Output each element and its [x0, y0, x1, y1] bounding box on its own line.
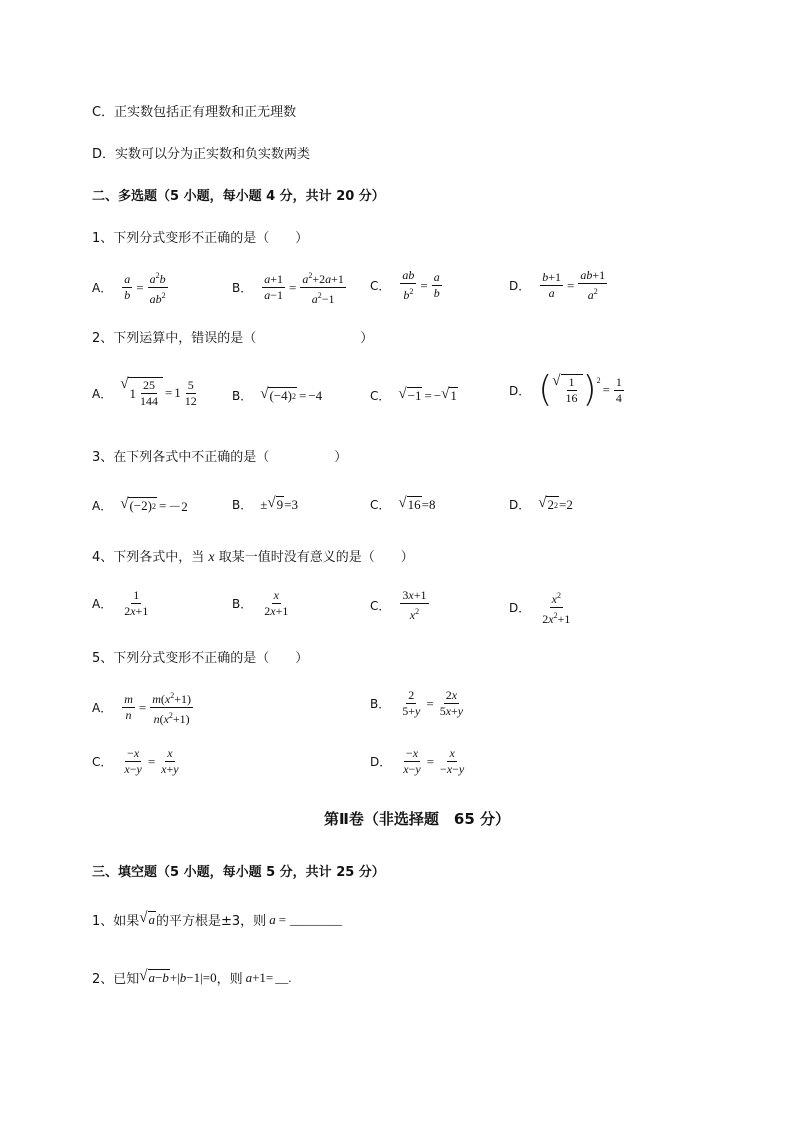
q2-option-a: A． √ 1 $\frac{25}{144}$ = 1 $\frac{5}{12}$: [92, 376, 197, 408]
question-2: 2、下列运算中，错误的是（ ）: [92, 331, 374, 346]
question-3: 3、在下列各式中不正确的是（ ）: [92, 450, 348, 465]
q5-option-d: D． $\frac{-x}{x-y}$ = $\frac{x}{-x-y}$: [370, 746, 465, 776]
q2-option-b: B． √ (−4) 2 = −4: [232, 386, 323, 403]
option-d-statement: D．实数可以分为正实数和负实数两类: [92, 147, 311, 162]
part-2-title: 第Ⅱ卷（非选择题 65 分）: [324, 810, 510, 828]
q1-option-a: A． $\frac{a}{b}$ = $\frac{a^2b}{ab^2}$: [92, 268, 170, 307]
section-fill-blank-heading: 三、填空题（5 小题，每小题 5 分，共计 25 分）: [92, 865, 385, 880]
fill-question-2: 2、已知 √ a − b +| b −1|=0 ，则 a +1= __ .: [92, 968, 292, 987]
fill-question-1: 1、如果 √ a 的平方根是±3，则 a = ________: [92, 910, 343, 929]
q5-option-a: A． $\frac{m}{n}$ = $\frac{m(x^2+1)}{n(x^2+1)}$: [92, 688, 195, 727]
q3-option-c: C． √ 16 =8: [370, 495, 436, 512]
q1-option-c: C． $\frac{ab}{b^2}$ = $\frac{a}{b}$: [370, 268, 440, 302]
q4-option-d: D． $\frac{x^2}{2x^2+1}$: [509, 588, 574, 627]
question-5: 5、下列分式变形不正确的是（ ）: [92, 651, 309, 666]
q3-option-d: D． √ 2 2 =2: [509, 495, 573, 512]
q1-option-b: B． $\frac{a+1}{a-1}$ = $\frac{a^2+2a+1}{a^2-1}$: [232, 268, 348, 307]
q4-option-a: A． $\frac{1}{2x+1}$: [92, 588, 149, 618]
q2-option-d: D． ( √ $\frac{1}{16}$ ) $^2$ = $\frac{1}{4}$: [509, 369, 622, 410]
q5-option-b: B． $\frac{2}{5+y}$ = $\frac{2x}{5x+y}$: [370, 688, 464, 718]
q2-option-c: C． √ −1 = − √ 1: [370, 386, 457, 403]
question-1: 1、下列分式变形不正确的是（ ）: [92, 231, 309, 246]
q4-option-b: B． $\frac{x}{2x+1}$: [232, 588, 289, 618]
q3-option-b: B． ± √ 9 =3: [232, 495, 298, 512]
q1-option-d: D． $\frac{b+1}{a}$ = $\frac{ab+1}{a^2}$: [509, 268, 606, 302]
q3-option-a: A． √ (−2) 2 = －2: [92, 496, 188, 514]
section-multiple-choice-heading: 二、多选题（5 小题，每小题 4 分，共计 20 分）: [92, 189, 385, 204]
question-4: 4、下列各式中，当 x 取某一值时没有意义的是（ ）: [92, 550, 414, 565]
q5-option-c: C． $\frac{-x}{x-y}$ = $\frac{x}{x+y}$: [92, 746, 179, 776]
q4-option-c: C． $\frac{3x+1}{x^2}$: [370, 588, 427, 622]
option-c-statement: C．正实数包括正有理数和正无理数: [92, 105, 297, 120]
